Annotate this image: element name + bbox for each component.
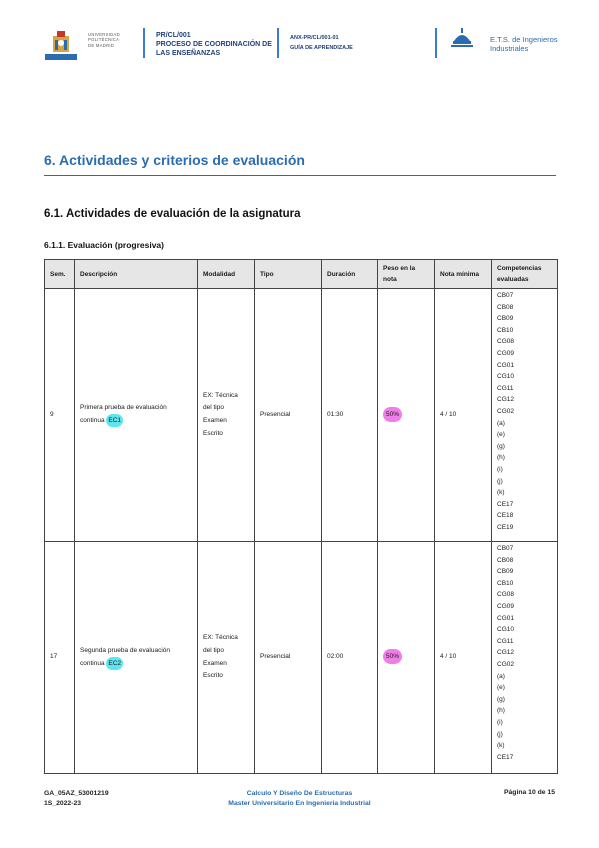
page-header xyxy=(0,0,599,80)
competency-item: CG02 xyxy=(497,407,514,415)
university-name: UNIVERSIDAD POLITÉCNICA DE MADRID xyxy=(88,32,120,48)
subsubsection-title: 6.1.1. Evaluación (progresiva) xyxy=(44,240,164,250)
table-header-row xyxy=(45,260,558,289)
column-header: Duración xyxy=(322,260,378,289)
weight-highlight: 50% xyxy=(383,649,402,664)
column-header: Sem. xyxy=(45,260,75,289)
competency-item: CB10 xyxy=(497,326,514,334)
activity-tag: EC2 xyxy=(106,657,123,670)
competency-item: (j) xyxy=(497,477,503,485)
column-header: Competencias evaluadas xyxy=(492,260,558,289)
competency-item: CG10 xyxy=(497,626,514,634)
competency-item: CE18 xyxy=(497,512,514,520)
competency-item: CE17 xyxy=(497,500,514,508)
description-cell xyxy=(75,289,198,542)
nota-minima-cell: 4 / 10 xyxy=(435,289,492,542)
competency-item: CE17 xyxy=(497,753,514,761)
competency-item: (g) xyxy=(497,695,505,703)
subsection-title: 6.1. Actividades de evaluación de la asignatura xyxy=(44,208,301,220)
competency-item: (a) xyxy=(497,419,505,427)
description-cell xyxy=(75,542,198,774)
footer-course-info: Calculo Y Diseño De Estructuras Master Universitario En Ingenieria Industrial xyxy=(228,790,371,807)
sem-cell: 9 xyxy=(45,289,75,542)
upm-logo-bar xyxy=(45,54,77,60)
header-divider xyxy=(143,28,145,58)
competency-item: (i) xyxy=(497,465,503,473)
peso-cell xyxy=(378,542,435,774)
nota-minima-cell: 4 / 10 xyxy=(435,542,492,774)
modalidad-cell: EX: Técnica del tipo Examen Escrito xyxy=(198,542,255,774)
table-row xyxy=(45,542,558,774)
footer-doc-info: GA_05AZ_53001219 1S_2022-23 xyxy=(44,790,109,807)
modalidad-cell: EX: Técnica del tipo Examen Escrito xyxy=(198,289,255,542)
column-header: Nota mínima xyxy=(435,260,492,289)
competency-item: CG08 xyxy=(497,591,514,599)
competency-item: (k) xyxy=(497,489,505,497)
competencias-cell xyxy=(492,542,558,774)
peso-cell xyxy=(378,289,435,542)
column-header: Modalidad xyxy=(198,260,255,289)
table-row xyxy=(45,289,558,542)
sem-cell: 17 xyxy=(45,542,75,774)
school-name: E.T.S. de Ingenieros Industriales xyxy=(490,35,558,53)
competency-item: (g) xyxy=(497,442,505,450)
competency-item: CG10 xyxy=(497,373,514,381)
evaluation-table xyxy=(44,259,558,774)
upm-logo-icon xyxy=(47,28,75,54)
header-divider xyxy=(277,28,279,58)
competency-item: (a) xyxy=(497,672,505,680)
column-header: Peso en la nota xyxy=(378,260,435,289)
description-text: Segunda prueba de evaluación continua xyxy=(80,646,170,667)
column-header: Tipo xyxy=(255,260,322,289)
description-text: Primera prueba de evaluación continua xyxy=(80,404,167,424)
competency-item: CB10 xyxy=(497,579,514,587)
competency-item: CE19 xyxy=(497,523,514,531)
duracion-cell: 02:00 xyxy=(322,542,378,774)
competency-item: (e) xyxy=(497,684,505,692)
competency-item: (k) xyxy=(497,742,505,750)
competency-item: CG11 xyxy=(497,384,514,392)
competency-item: (i) xyxy=(497,718,503,726)
page-number: Página 10 de 15 xyxy=(503,789,555,796)
column-header: Descripción xyxy=(75,260,198,289)
competency-item: (j) xyxy=(497,730,503,738)
competencias-cell xyxy=(492,289,558,542)
tipo-cell: Presencial xyxy=(255,289,322,542)
ets-industriales-logo-icon xyxy=(448,27,476,51)
competency-item: CB07 xyxy=(497,292,514,299)
competency-item: CB08 xyxy=(497,303,514,311)
competency-item: (h) xyxy=(497,454,505,462)
tipo-cell: Presencial xyxy=(255,542,322,774)
competency-item: (e) xyxy=(497,431,505,439)
competency-item: CB08 xyxy=(497,556,514,564)
competency-item: CG01 xyxy=(497,614,514,622)
competency-item: (h) xyxy=(497,707,505,715)
competency-item: CB09 xyxy=(497,315,514,323)
competency-item: CG09 xyxy=(497,602,514,610)
competency-item: CG12 xyxy=(497,649,514,657)
activity-tag: EC1 xyxy=(106,414,123,427)
annex-code: ANX-PR/CL/001-01 GUÍA DE APRENDIZAJE xyxy=(290,35,353,51)
process-code: PR/CL/001 PROCESO DE COORDINACIÓN DE LAS ENSEÑANZAS xyxy=(156,32,272,57)
weight-highlight: 50% xyxy=(383,407,402,422)
competency-item: CB09 xyxy=(497,568,514,576)
duracion-cell: 01:30 xyxy=(322,289,378,542)
section-title: 6. Actividades y criterios de evaluación xyxy=(44,152,305,168)
competency-item: CG01 xyxy=(497,361,514,369)
header-divider xyxy=(435,28,437,58)
competency-item: CG12 xyxy=(497,396,514,404)
competency-item: CG08 xyxy=(497,338,514,346)
section-rule xyxy=(44,175,556,176)
competency-item: CG02 xyxy=(497,660,514,668)
competency-item: CG11 xyxy=(497,637,514,645)
competency-item: CB07 xyxy=(497,545,514,552)
competency-item: CG09 xyxy=(497,349,514,357)
